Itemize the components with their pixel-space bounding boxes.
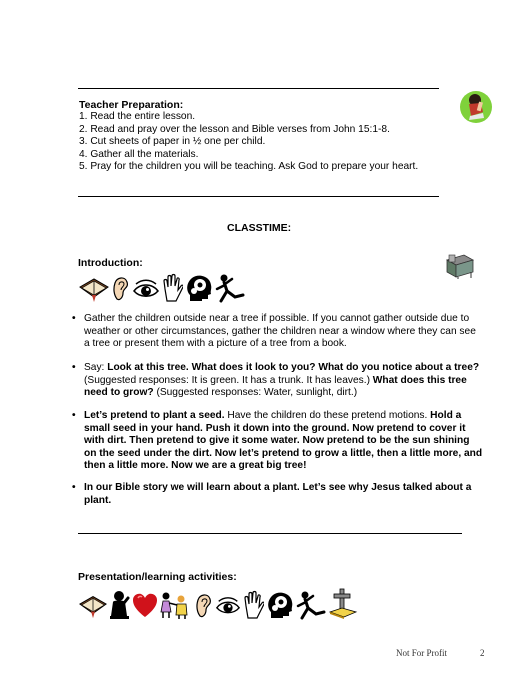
pretend-instruction: Have the children do these pretend motions. [224,410,431,421]
prep-item-3: 3. Cut sheets of paper in ½ one per child. [79,136,266,148]
prep-item-2: 2. Read and pray over the lesson and Bible verses from John 15:1-8. [79,123,390,135]
intro-bullet-3 [72,410,484,473]
prep-divider [78,196,439,197]
bible-icon [78,273,110,303]
bullet-dot: • [72,482,76,493]
bullet-dot: • [72,313,76,324]
ear-icon [194,590,214,620]
head-with-gears-icon [265,590,295,620]
pretend-lead: Let’s pretend to plant a seed. [84,410,225,421]
intro-bullet-1 [72,313,484,351]
ear-icon [111,273,131,303]
bullet-dot: • [72,410,76,421]
children-holding-hands-icon [159,590,193,620]
say-label: Say: [84,362,108,373]
presentation-icon-row [78,588,360,620]
prep-item-5: 5. Pray for the children you will be teaching. Ask God to prepare your heart. [79,161,419,173]
question-1: Look at this tree. What does it look to you? What do you notice about a tree? [107,362,480,373]
footer-note: Not For Profit [396,648,448,658]
intro-divider [78,533,462,534]
presentation-heading: Presentation/learning activities: [78,571,237,583]
movement-icon [296,590,326,620]
heart-icon [132,590,158,620]
eye-icon [215,590,241,620]
praying-child-icon [459,90,493,124]
cross-bible-icon [327,588,359,620]
responses-2: (Suggested responses: Water, sunlight, dirt.) [153,387,358,399]
bible-icon [78,590,108,620]
hand-icon [161,273,183,303]
bullet-dot: • [72,362,76,373]
classtime-heading: CLASSTIME: [227,222,292,234]
prep-item-1: 1. Read the entire lesson. [79,111,196,122]
prep-item-4: 4. Gather all the materials. [79,148,199,160]
movement-icon [215,273,245,303]
page-number: 2 [480,648,485,658]
eye-icon [132,273,160,303]
responses-1: (Suggested responses: It is green. It has a trunk. It has leaves.) [84,374,373,386]
hand-icon [242,590,264,620]
intro-bullet-4 [72,482,484,507]
head-with-gears-icon [184,273,214,303]
intro-heading: Introduction: [78,257,143,269]
top-divider [78,88,439,89]
intro-bullet-4-text: In our Bible story we will learn about a plant. Let’s see why Jesus talked about a plant. [84,482,472,506]
question-2: What does this tree need to grow? [84,374,467,399]
intro-bullet-1-text: Gather the children outside near a tree if possible. If you cannot gather outside due to weather or other circumstances, gather the children near a window where they can see a tree or present them with a picture of a tree from a book. [84,313,476,350]
prep-list [79,111,418,174]
pretend-script: Hold a small seed in your hand. Push it down into the ground. Now pretend to cover it with dirt. Then pretend to give it some water. Now pretend to be the sun shining on the seed under the dirt. Now let’s pretend to grow a little, then a little more, and then a little more. Now we are a great big tree! [84,410,483,472]
prep-heading: Teacher Preparation: [79,99,184,111]
intro-icon-row [78,273,246,303]
intro-bullet-2 [72,362,484,400]
school-desk-icon [444,252,476,280]
praying-child-icon [109,590,131,620]
